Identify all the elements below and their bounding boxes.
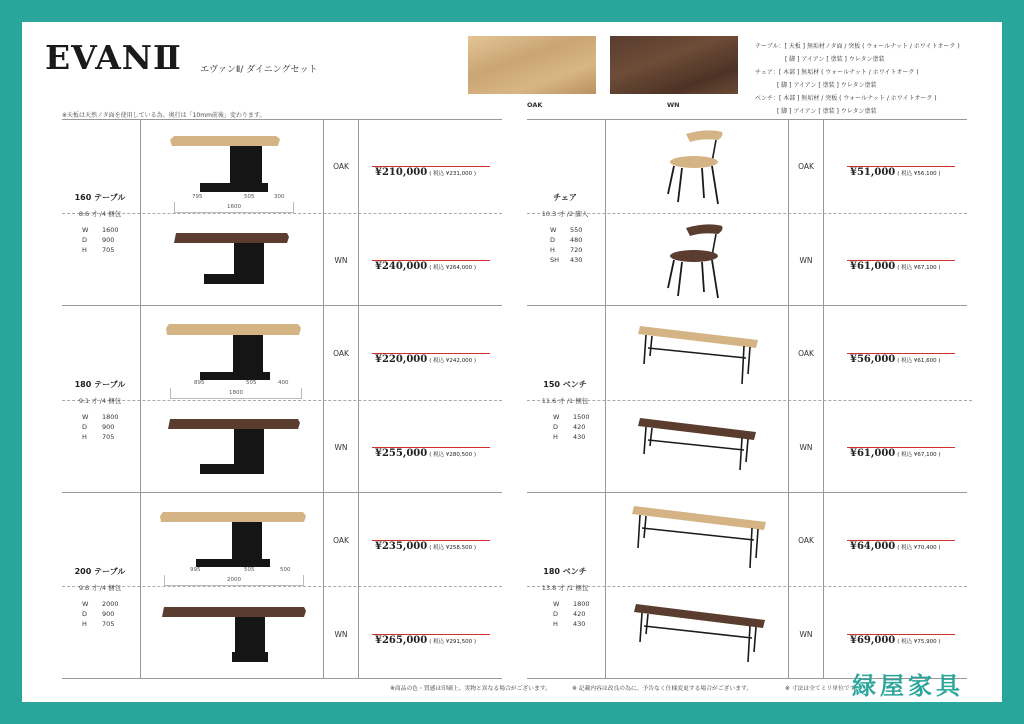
product-dimensions	[82, 599, 122, 629]
dim-value: 705	[102, 246, 115, 254]
price-tax: ( 税込 ¥67,100 )	[897, 452, 941, 458]
dim-segment: 505	[244, 567, 255, 573]
price-value: ¥220,000	[375, 354, 428, 365]
column-divider	[358, 119, 359, 678]
product-pack: 13.8 才 /1 梱包	[541, 584, 589, 592]
bench-walnut-image	[632, 604, 767, 664]
dim-key: W	[82, 600, 89, 608]
price-oak	[850, 347, 941, 366]
dim-key: D	[82, 423, 88, 431]
table-walnut-image	[168, 419, 300, 475]
dim-segment: 995	[190, 567, 201, 573]
price-wn	[375, 254, 476, 273]
logo: EVANⅡ	[45, 38, 182, 77]
row-divider	[527, 492, 967, 493]
dim-total: 1600	[227, 204, 241, 210]
spec-line: チェア：[ 木部 ] 無垢材 ( ウォールナット / ホワイトオーク )	[755, 69, 919, 76]
bench-oak-image	[636, 326, 761, 388]
material-specs	[755, 40, 960, 118]
bench-walnut-image	[636, 418, 758, 473]
dim-key: W	[550, 226, 557, 234]
price-oak	[850, 534, 941, 553]
product-name: 180 ベンチ	[543, 567, 587, 576]
dim-value: 900	[102, 610, 115, 618]
subtitle: エヴァンⅡ/ ダイニングセット	[200, 65, 318, 75]
price-value: ¥255,000	[375, 448, 428, 459]
dim-total: 2000	[227, 577, 241, 583]
oak-swatch	[468, 36, 596, 94]
price-tax: ( 税込 ¥56,100 )	[897, 171, 941, 177]
product-pack: 9.6 才 /4 梱包	[78, 584, 122, 592]
finish-label: OAK	[333, 162, 349, 171]
finish-label: OAK	[798, 162, 814, 171]
brand-logo: 緑屋家具	[852, 672, 964, 700]
table-bottom-rule	[62, 678, 502, 679]
product-name: 150 ベンチ	[543, 380, 587, 389]
finish-label: WN	[334, 256, 348, 265]
table-walnut-image	[174, 233, 289, 285]
price-value: ¥235,000	[375, 541, 428, 552]
walnut-swatch-label: WN	[667, 101, 680, 109]
product-name: 200 テーブル	[74, 567, 126, 576]
dim-key: SH	[550, 256, 560, 264]
price-tax: ( 税込 ¥280,500 )	[429, 452, 476, 458]
footnote-color: ※商品の色・質感は印刷上、実物と異なる場合がございます。	[390, 686, 551, 692]
dim-key: H	[82, 246, 87, 254]
price-tax: ( 税込 ¥291,500 )	[429, 639, 476, 645]
price-wn	[850, 254, 941, 273]
price-tax: ( 税込 ¥258,500 )	[429, 545, 476, 551]
footnote-spec: ※ 記載内容は改良の為に、予告なく仕様変更する場合がございます。	[572, 686, 753, 692]
price-wn	[850, 628, 941, 647]
bench-oak-image	[630, 506, 768, 571]
dim-segment: 505	[244, 194, 255, 200]
dim-key: W	[553, 413, 560, 421]
dim-value: 1500	[573, 413, 590, 421]
dim-value: 480	[570, 236, 583, 244]
spec-line: [ 脚 ] アイアン [ 塗装 ] ウレタン塗装	[785, 56, 885, 63]
finish-label: WN	[334, 443, 348, 452]
dim-segment: 400	[278, 380, 289, 386]
product-dimensions	[550, 225, 590, 265]
dim-key: D	[553, 423, 559, 431]
dim-key: D	[550, 236, 556, 244]
price-wn	[850, 441, 941, 460]
price-oak	[375, 160, 476, 179]
dim-segment: 300	[274, 194, 285, 200]
column-divider	[823, 119, 824, 678]
top-note: ※天板は天然ノタ面を使用している為、奥行は「10mm前後」変わります。	[62, 112, 266, 119]
price-oak	[375, 347, 476, 366]
walnut-swatch	[610, 36, 738, 94]
table-oak-image	[166, 324, 301, 384]
product-name: 180 テーブル	[74, 380, 126, 389]
price-tax: ( 税込 ¥242,000 )	[429, 358, 476, 364]
product-pack: 11.6 才 /1 梱包	[541, 397, 589, 405]
chair-oak-image	[662, 128, 727, 206]
price-value: ¥64,000	[850, 541, 896, 552]
dim-segment: 895	[194, 380, 205, 386]
product-pack: 8.6 才 /4 梱包	[78, 210, 122, 218]
price-value: ¥56,000	[850, 354, 896, 365]
oak-swatch-label: OAK	[527, 101, 543, 109]
dim-key: D	[553, 610, 559, 618]
price-value: ¥51,000	[850, 167, 896, 178]
dim-value: 705	[102, 620, 115, 628]
product-dimensions	[82, 225, 122, 255]
finish-label: OAK	[333, 349, 349, 358]
dim-value: 720	[570, 246, 583, 254]
product-pack: 9.1 才 /4 梱包	[78, 397, 122, 405]
price-value: ¥61,000	[850, 261, 896, 272]
price-tax: ( 税込 ¥67,100 )	[897, 265, 941, 271]
table-top-rule	[62, 119, 502, 120]
dim-value: 705	[102, 433, 115, 441]
dim-total: 1800	[229, 390, 243, 396]
footnote-units: ※ 寸法は全てミリ単位です。	[785, 686, 861, 692]
dim-segment: 505	[246, 380, 257, 386]
dim-key: H	[82, 433, 87, 441]
price-oak	[850, 160, 941, 179]
dim-segment: 795	[192, 194, 203, 200]
finish-label: WN	[799, 443, 813, 452]
table-top-rule	[527, 119, 967, 120]
finish-label: WN	[799, 630, 813, 639]
dim-key: H	[82, 620, 87, 628]
dim-segment: 500	[280, 567, 291, 573]
table-oak-image	[170, 136, 280, 196]
dim-key: D	[82, 236, 88, 244]
spec-line: ベンチ：[ 木部 ] 無垢材 / 突板 ( ウォールナット / ホワイトオーク )	[755, 95, 937, 102]
dim-value: 2000	[102, 600, 119, 608]
dim-value: 420	[573, 423, 586, 431]
price-tax: ( 税込 ¥61,600 )	[897, 358, 941, 364]
dim-value: 900	[102, 423, 115, 431]
dim-value: 430	[573, 433, 586, 441]
product-pack: 10.3 才 /2 脚入	[541, 210, 589, 218]
column-divider	[323, 119, 324, 678]
finish-label: WN	[334, 630, 348, 639]
price-value: ¥265,000	[375, 635, 428, 646]
product-name: チェア	[553, 193, 577, 202]
price-value: ¥61,000	[850, 448, 896, 459]
dim-key: W	[82, 413, 89, 421]
price-wn	[375, 628, 476, 647]
price-value: ¥69,000	[850, 635, 896, 646]
dim-value: 550	[570, 226, 583, 234]
spec-line: [ 脚 ] アイアン [ 塗装 ] ウレタン塗装	[777, 108, 877, 115]
dim-key: D	[82, 610, 88, 618]
dim-value: 900	[102, 236, 115, 244]
row-divider	[62, 492, 502, 493]
table-walnut-image	[162, 607, 306, 663]
price-value: ¥210,000	[375, 167, 428, 178]
spec-line: テーブル：[ 天板 ] 無垢材ノタ面 / 突板 ( ウォールナット / ホワイトオーク )	[755, 43, 960, 50]
dim-value: 1600	[102, 226, 119, 234]
dim-key: H	[553, 433, 558, 441]
price-wn	[375, 441, 476, 460]
spec-line: [ 脚 ] アイアン [ 塗装 ] ウレタン塗装	[777, 82, 877, 89]
product-dimensions	[553, 412, 593, 442]
finish-label: OAK	[798, 536, 814, 545]
finish-label: OAK	[333, 536, 349, 545]
dim-value: 430	[573, 620, 586, 628]
table-oak-image	[160, 512, 306, 572]
product-dimensions	[82, 412, 122, 442]
dim-value: 1800	[573, 600, 590, 608]
row-divider	[62, 305, 502, 306]
dim-key: H	[550, 246, 555, 254]
dim-key: W	[82, 226, 89, 234]
dim-key: W	[553, 600, 560, 608]
product-dimensions	[553, 599, 593, 629]
dim-value: 430	[570, 256, 583, 264]
dim-value: 420	[573, 610, 586, 618]
dim-key: H	[553, 620, 558, 628]
price-tax: ( 税込 ¥70,400 )	[897, 545, 941, 551]
dim-value: 1800	[102, 413, 119, 421]
column-divider	[788, 119, 789, 678]
row-divider	[527, 305, 967, 306]
finish-label: OAK	[798, 349, 814, 358]
finish-label: WN	[799, 256, 813, 265]
price-tax: ( 税込 ¥75,900 )	[897, 639, 941, 645]
product-name: 160 テーブル	[74, 193, 126, 202]
price-value: ¥240,000	[375, 261, 428, 272]
chair-walnut-image	[662, 222, 727, 300]
price-tax: ( 税込 ¥231,000 )	[429, 171, 476, 177]
price-tax: ( 税込 ¥264,000 )	[429, 265, 476, 271]
price-oak	[375, 534, 476, 553]
